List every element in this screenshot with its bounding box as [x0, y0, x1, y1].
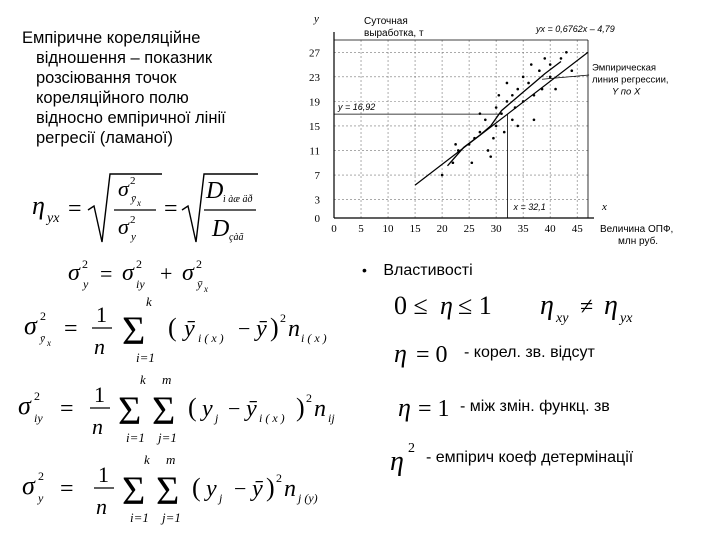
svg-text:iy: iy: [34, 411, 43, 425]
eta-squared-text: - емпірич коеф детермінації: [426, 449, 634, 466]
svg-text:0 ≤: 0 ≤: [394, 291, 428, 320]
y-tick-label: 7: [314, 170, 320, 183]
svg-text:=: =: [60, 476, 74, 502]
scatter-point: [503, 131, 506, 134]
svg-text:m: m: [162, 372, 172, 387]
x-tick-label: 5: [358, 223, 364, 235]
scatter-point: [484, 118, 487, 121]
x-tick-label: 35: [517, 223, 529, 235]
x-tick-label: 40: [544, 223, 556, 235]
x-axis-title-line-2: млн руб.: [618, 236, 659, 246]
annotation-line: Эмпирическая: [592, 62, 657, 74]
svg-text:i=1: i=1: [126, 430, 145, 445]
x-tick-label: 10: [382, 223, 394, 235]
scatter-point: [570, 69, 573, 72]
title-line-2: відношення – показник: [36, 49, 213, 67]
empirical-line: [447, 61, 560, 165]
eta-zero-formula: [392, 336, 464, 370]
eta-symbol: η: [32, 191, 45, 220]
svg-text:1: 1: [98, 462, 109, 487]
slide-title: [22, 28, 292, 148]
svg-text:ȳ: ȳ: [252, 476, 263, 502]
svg-text:2: 2: [280, 311, 286, 325]
svg-text:k: k: [146, 294, 152, 309]
svg-text:n: n: [288, 316, 300, 342]
svg-text:k: k: [140, 372, 146, 387]
formula-within-variance: [12, 370, 352, 448]
svg-text:(: (: [188, 393, 197, 422]
svg-text:iy: iy: [136, 277, 145, 291]
svg-text:2: 2: [130, 214, 136, 226]
svg-text:yx: yx: [47, 211, 60, 226]
svg-text:ȳ: ȳ: [184, 316, 195, 342]
mean-y-label: y = 16,92: [338, 102, 376, 113]
scatter-point: [471, 161, 474, 164]
scatter-point: [549, 76, 552, 79]
scatter-point: [479, 131, 482, 134]
scatter-point: [516, 125, 519, 128]
chart-axes: [334, 32, 594, 218]
svg-text:1: 1: [94, 382, 105, 407]
scatter-point: [487, 149, 490, 152]
svg-text:xy: xy: [556, 311, 569, 326]
svg-text:= 0: = 0: [416, 342, 448, 368]
properties-heading: Властивості: [383, 262, 473, 279]
svg-text:= 1: = 1: [418, 396, 450, 422]
property-eta-one: [396, 390, 610, 424]
svg-text:i ( x ): i ( x ): [301, 331, 327, 345]
svg-text:): ): [270, 313, 279, 342]
svg-text:+: +: [160, 261, 173, 286]
x-axis-letter: x: [602, 201, 607, 213]
formula-variance-sum: [64, 252, 244, 296]
title-line-1: Емпіричне кореляційне: [22, 29, 201, 47]
svg-text:j=1: j=1: [162, 510, 181, 525]
svg-text:çàã: çàã: [229, 232, 244, 243]
svg-text:2: 2: [306, 391, 312, 405]
svg-text:y: y: [202, 396, 213, 422]
scatter-point: [511, 118, 514, 121]
svg-text:2: 2: [130, 175, 136, 187]
svg-text:Σ: Σ: [156, 468, 180, 513]
scatter-point: [441, 174, 444, 177]
title-line-4: кореляційного полю: [36, 89, 189, 107]
formula-eta-definition: [22, 166, 262, 250]
svg-text:ȳ: ȳ: [246, 396, 257, 422]
svg-text:σ: σ: [118, 214, 129, 239]
svg-text:j=1: j=1: [158, 430, 177, 445]
x-tick-label: 45: [571, 223, 583, 235]
svg-text:y: y: [206, 476, 217, 502]
svg-text:i=1: i=1: [130, 510, 149, 525]
svg-text:j (y): j (y): [298, 491, 318, 505]
svg-text:σ: σ: [118, 176, 129, 201]
scatter-point: [533, 118, 536, 121]
svg-text:η: η: [394, 339, 407, 368]
scatter-point: [543, 57, 546, 60]
svg-text:i ( x ): i ( x ): [259, 411, 285, 425]
y-tick-label: 3: [314, 194, 320, 207]
y-tick-label: 23: [309, 71, 320, 84]
svg-text:x: x: [204, 284, 208, 294]
svg-text:η: η: [540, 290, 554, 321]
eta-one-formula: [396, 390, 460, 424]
svg-text:n: n: [96, 494, 107, 519]
svg-text:=: =: [60, 396, 74, 422]
svg-text:2: 2: [34, 389, 40, 403]
formula-between-variance: [18, 292, 338, 366]
svg-text:≤ 1: ≤ 1: [458, 291, 492, 320]
svg-text:=: =: [164, 196, 178, 222]
svg-text:σ: σ: [182, 260, 194, 286]
svg-text:n: n: [284, 476, 296, 502]
y-tick-label: 19: [309, 96, 320, 109]
scatter-point: [495, 106, 498, 109]
scatter-point: [506, 82, 509, 85]
svg-text:Σ: Σ: [122, 468, 146, 513]
scatter-point: [479, 112, 482, 115]
svg-text:η: η: [604, 290, 618, 321]
scatter-point: [498, 94, 501, 97]
svg-text:2: 2: [82, 257, 88, 271]
svg-text:Σ: Σ: [118, 388, 142, 433]
chart-title-line-1: Суточная: [364, 16, 408, 27]
svg-text:j: j: [215, 411, 219, 425]
svg-text:σ: σ: [68, 260, 80, 286]
scatter-point: [516, 88, 519, 91]
scatter-point: [538, 69, 541, 72]
y-axis-letter: y: [314, 13, 319, 25]
title-line-6: регресії (ламаної): [36, 129, 173, 147]
scatter-point: [522, 76, 525, 79]
svg-text:σ: σ: [122, 260, 134, 286]
scatter-point: [560, 57, 563, 60]
scatter-point: [454, 143, 457, 146]
svg-text:−: −: [238, 316, 251, 341]
eta-zero-text: - корел. зв. відсут: [464, 344, 595, 361]
svg-text:2: 2: [276, 471, 282, 485]
chart-points: [441, 51, 573, 176]
svg-text:y: y: [38, 491, 44, 505]
scatter-point: [492, 137, 495, 140]
chart-title-line-2: выработка, т: [364, 28, 424, 39]
property-eta-squared: [388, 438, 633, 478]
scatter-point: [506, 100, 509, 103]
annotation-line: Y по X: [612, 86, 641, 98]
chart-labels: [313, 13, 673, 246]
y-tick-label: 27: [309, 47, 320, 60]
svg-text:=: =: [100, 261, 113, 286]
svg-text:m: m: [166, 452, 176, 467]
svg-text:i=1: i=1: [136, 350, 155, 365]
x-tick-label: 15: [409, 223, 421, 235]
mean-x-label: x = 32,1: [513, 202, 546, 212]
svg-text:D: D: [212, 216, 230, 242]
svg-text:n: n: [92, 414, 103, 439]
regression-scatter-chart: [286, 10, 706, 246]
x-tick-label: 0: [331, 223, 337, 235]
scatter-point: [549, 63, 552, 66]
svg-text:=: =: [68, 196, 82, 222]
scatter-point: [511, 94, 514, 97]
svg-text:n: n: [94, 334, 105, 359]
svg-text:ȳ: ȳ: [256, 316, 267, 342]
svg-text:ì àæ äð: ì àæ äð: [223, 194, 253, 205]
regression-line: [415, 52, 588, 185]
svg-text:ij: ij: [328, 411, 335, 425]
y-tick-label: 11: [309, 145, 320, 158]
svg-text:k: k: [144, 452, 150, 467]
svg-text:2: 2: [196, 257, 202, 271]
svg-text:ȳ: ȳ: [131, 193, 136, 205]
svg-text:ȳ: ȳ: [197, 277, 203, 291]
scatter-point: [530, 63, 533, 66]
formula-total-variance: [16, 450, 346, 528]
svg-text:(: (: [192, 473, 201, 502]
scatter-point: [489, 155, 492, 158]
scatter-point: [495, 125, 498, 128]
svg-text:σ: σ: [22, 471, 35, 500]
x-tick-label: 30: [490, 223, 502, 235]
annotation-line: линия регрессии,: [592, 74, 669, 86]
svg-text:y: y: [131, 231, 136, 243]
equation-label: yx = 0,6762x – 4,79: [536, 24, 615, 34]
svg-text:2: 2: [40, 309, 46, 323]
svg-text:Σ: Σ: [152, 388, 176, 433]
svg-text:η: η: [440, 291, 453, 320]
svg-text:ȳ: ȳ: [40, 333, 45, 345]
svg-text:σ: σ: [18, 391, 31, 420]
svg-text:≠: ≠: [580, 294, 594, 320]
svg-text:−: −: [234, 476, 247, 501]
properties-bullet: [362, 262, 473, 280]
scatter-point: [565, 51, 568, 54]
chart-grid: [334, 40, 588, 218]
svg-text:D: D: [206, 178, 224, 204]
svg-text:(: (: [168, 313, 177, 342]
svg-text:y: y: [83, 277, 89, 291]
svg-text:η: η: [390, 446, 404, 477]
y-tick-label: 15: [309, 120, 320, 133]
svg-text:=: =: [64, 316, 78, 342]
svg-text:η: η: [398, 393, 411, 422]
svg-text:x: x: [137, 198, 141, 208]
scatter-point: [527, 82, 530, 85]
x-tick-label: 25: [463, 223, 475, 235]
svg-text:Σ: Σ: [122, 308, 146, 353]
svg-text:σ: σ: [24, 311, 37, 340]
title-line-5: відносно емпіричної лінії: [36, 109, 226, 127]
svg-text:−: −: [228, 396, 241, 421]
svg-text:): ): [266, 473, 275, 502]
scatter-point: [452, 161, 455, 164]
y-tick-label: 0: [314, 213, 320, 225]
bullet-dot: •: [362, 262, 367, 278]
eta-one-text: - між змін. функц. зв: [460, 398, 610, 415]
svg-text:2: 2: [136, 257, 142, 271]
svg-text:n: n: [314, 396, 326, 422]
title-line-3: розсіювання точок: [36, 69, 177, 87]
svg-text:): ): [296, 393, 305, 422]
svg-text:j: j: [219, 491, 223, 505]
x-axis-title-line-1: Величина ОПФ,: [600, 224, 674, 235]
svg-text:x: x: [47, 338, 51, 348]
svg-text:2: 2: [38, 469, 44, 483]
svg-text:yx: yx: [620, 311, 633, 326]
x-tick-label: 20: [436, 223, 448, 235]
property-eta-zero: [392, 336, 595, 370]
property-range-and-asymmetry: [390, 284, 710, 328]
svg-text:1: 1: [96, 302, 107, 327]
svg-text:i ( x ): i ( x ): [198, 331, 224, 345]
eta-squared-formula: [388, 438, 426, 478]
svg-text:2: 2: [408, 441, 415, 456]
scatter-point: [554, 88, 557, 91]
